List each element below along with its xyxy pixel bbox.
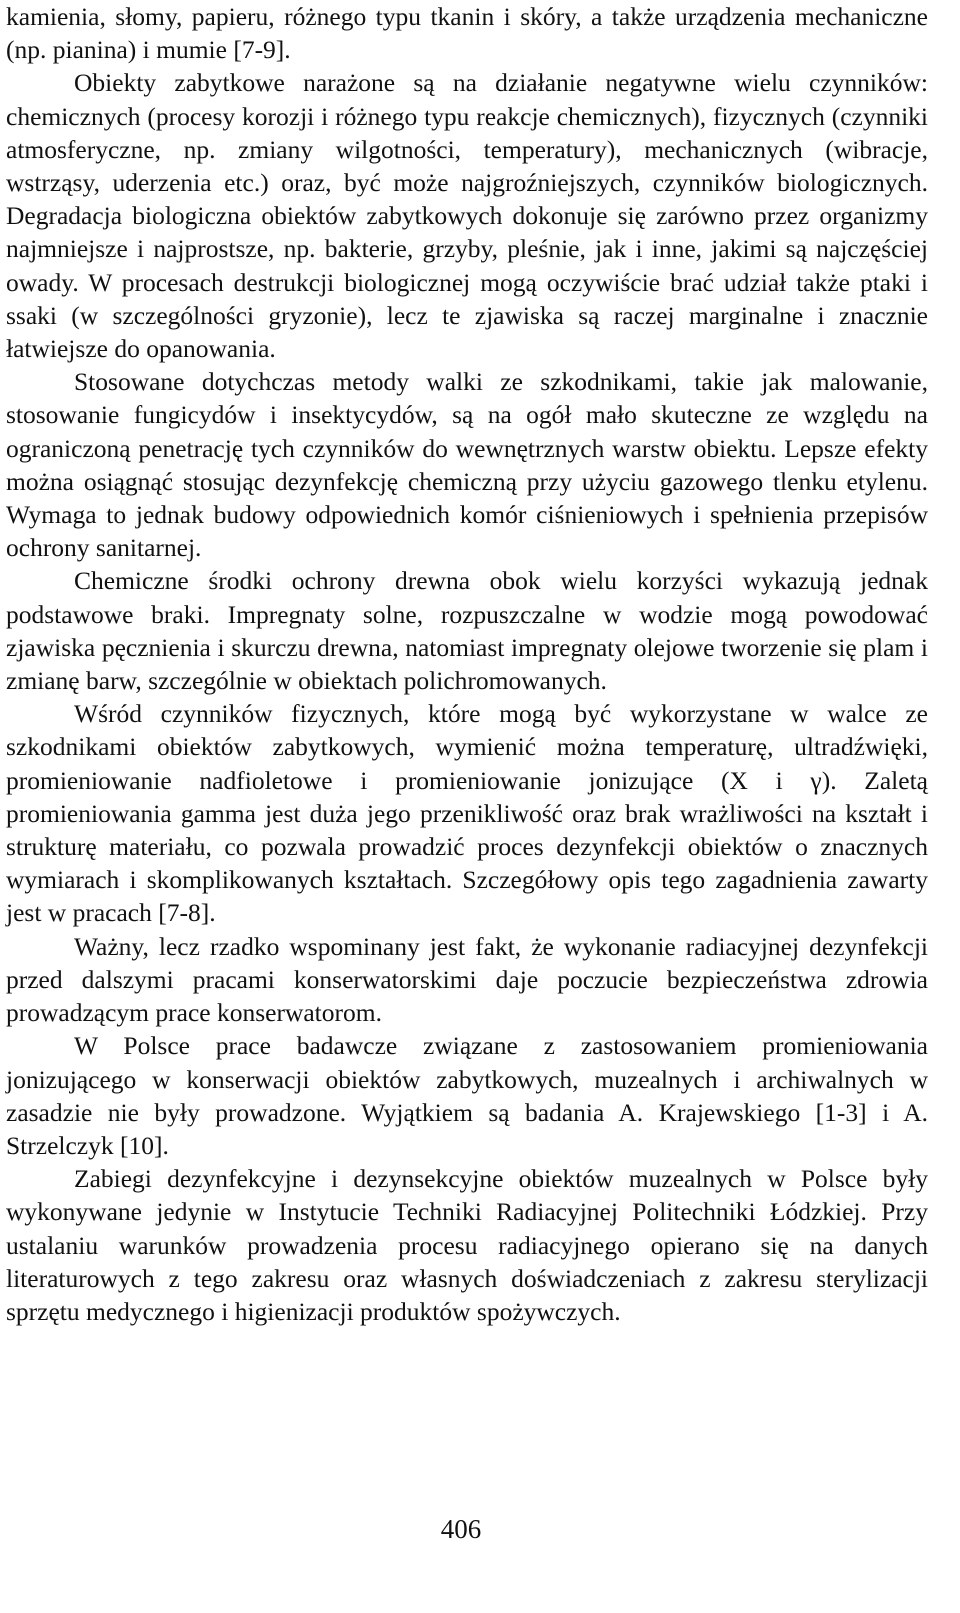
paragraph-8: Zabiegi dezynfekcyjne i dezynsekcyjne obiektów muzealnych w Polsce były wykonywane jedynie w Instytucie Techniki Radiacyjnej Politechniki Łódzkiej. Przy ustalaniu warunków prowadzenia procesu radiacyjnego opierano się na danych literaturowych z tego zakresu oraz własnych doświadczeniach z zakresu sterylizacji sprzętu medycznego i higienizacji produktów spożywczych. <box>6 1164 928 1326</box>
paragraph-2: Obiekty zabytkowe narażone są na działanie negatywne wielu czynników: chemicznych (procesy korozji i różnego typu reakcje chemicznych), fizycznych (czynniki atmosferyczne, np. zmiany wilgotności, temperatury), mechanicznych (wibracje, wstrząsy, uderzenia etc.) oraz, być może najgroźniejszych, czynników biologicznych. Degradacja biologiczna obiektów zabytkowych dokonuje się zarówno przez organizmy najmniejsze i najprostsze, np. bakterie, grzyby, pleśnie, jak i inne, jakimi są najczęściej owady. W procesach destrukcji biologicznej mogą oczywiście brać udział także ptaki i ssaki (w szczególności gryzonie), lecz te zjawiska są raczej marginalne i znacznie łatwiejsze do opanowania. <box>6 68 928 364</box>
paragraph-5: Wśród czynników fizycznych, które mogą być wykorzystane w walce ze szkodnikami obiektów zabytkowych, wymienić można temperaturę, ultradźwięki, promieniowanie nadfioletowe i promieniowanie jonizujące (X i γ). Zaletą promieniowania gamma jest duża jego przenikliwość oraz brak wrażliwości na kształt i strukturę materiału, co pozwala prowadzić proces dezynfekcji obiektów o znacznych wymiarach i skomplikowanych kształtach. Szczegółowy opis tego zagadnienia zawarty jest w pracach [7-8]. <box>6 699 928 928</box>
paragraph-3: Stosowane dotychczas metody walki ze szkodnikami, takie jak malowanie, stosowanie fungicydów i insektycydów, są na ogół mało skuteczne ze względu na ograniczoną penetrację tych czynników do wewnętrznych warstw obiektu. Lepsze efekty można osiągnąć stosując dezynfekcję chemiczną przy użyciu gazowego tlenku etylenu. Wymaga to jednak budowy odpowiednich komór ciśnieniowych i spełnienia przepisów ochrony sanitarnej. <box>6 367 928 563</box>
paragraph-4: Chemiczne środki ochrony drewna obok wielu korzyści wykazują jednak podstawowe braki. Impregnaty solne, rozpuszczalne w wodzie mogą powodować zjawiska pęcznienia i skurczu drewna, natomiast impregnaty olejowe tworzenie się plam i zmianę barw, szczególnie w obiektach polichromowanych. <box>6 566 928 696</box>
paragraph-7: W Polsce prace badawcze związane z zastosowaniem promieniowania jonizującego w konserwacji obiektów zabytkowych, muzealnych i archiwalnych w zasadzie nie były prowadzone. Wyjątkiem są badania A. Krajewskiego [1-3] i A. Strzelczyk [10]. <box>6 1031 928 1160</box>
document-page <box>6 0 928 1328</box>
page-number: 406 <box>440 1514 482 1544</box>
paragraph-6: Ważny, lecz rzadko wspominany jest fakt, że wykonanie radiacyjnej dezynfekcji przed dalszymi pracami konserwatorskimi daje poczucie bezpieczeństwa zdrowia prowadzącym prace konserwatorom. <box>6 931 928 1028</box>
paragraph-1: kamienia, słomy, papieru, różnego typu tkanin i skóry, a także urządzenia mechaniczne (np. pianina) i mumie [7-9]. <box>6 2 928 65</box>
